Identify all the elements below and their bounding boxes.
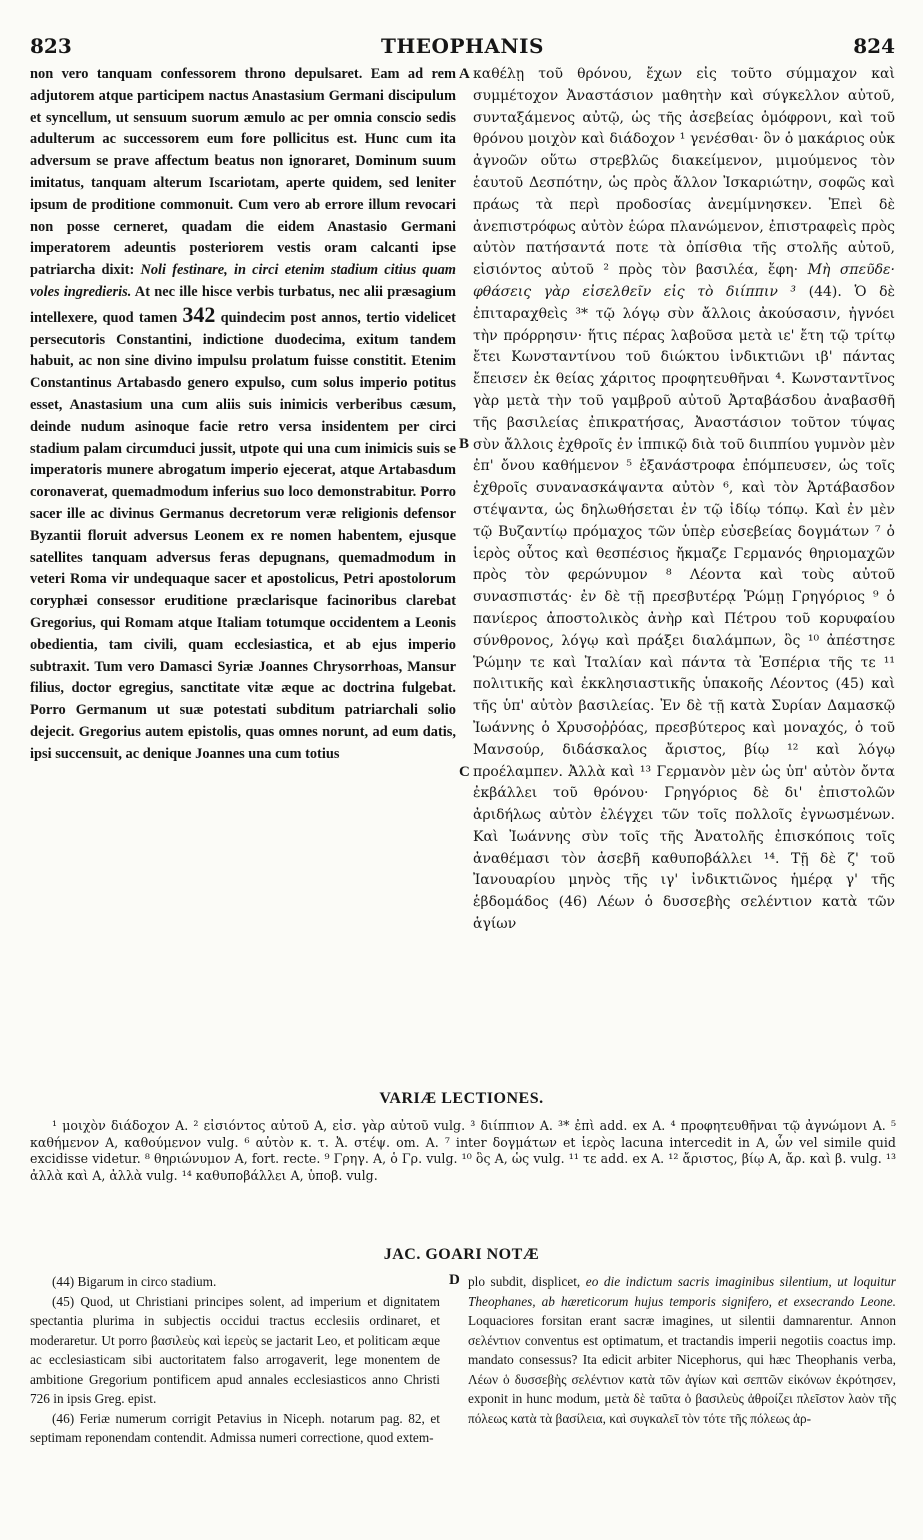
notae-heading: JAC. GOARI NOTÆ — [383, 1246, 540, 1263]
note-right-quote: eo die indictum sacris imaginibus silentium, ut loquitur Theophanes, ab hæreticorum hujus temporis signifero, et exsecrando Leone. — [468, 1274, 896, 1309]
page-marker: 342 — [182, 301, 216, 327]
variae-heading: VARIÆ LECTIONES. — [379, 1090, 544, 1107]
latin-text-3: quindecim post annos, tertio videlicet persecutoris Constantini, indictione duodecima, exitum tandem habuit, ac non sine divino impulsu prolatum fuisse constitit. Etenim Constantinus Artabasdo genero expulso, cum solus imperio potitus esset, Anastasium una cum aliis suis inimicis verberibus cæsum, deinde nudum asinoque facie retro versa insidentem per circi stadium palam circumduci jussit, utpote qui una cum inimicis suis se imperatoris munere abrogatum imperio ejecerat, atque Artabasdum coronaverat, quemadmodum inferius suo loco demonstrabitur. Porro sacer ille ac divinus Germanus decretorum veræ religionis defensor Byzantii floruit adversus Leonem ex re nomen habentem, ejusque satellites tanquam adversus feras depugnans, quemadmodum in veteri Roma vir undequaque sacer et apostolicus, Petri apostolorum coryphæi consessor eruditione præclarisque facinoribus clarebat Gregorius, qui Romam atque Italiam totumque occidentem a Leonis obedientia, tam civili, quam ecclesiastica, et ab ejus imperio subtraxit. Tum vero Damasci Syriæ Joannes Chrysorrhoas, Mansur filius, doctor egregius, sanctitate vitæ æque ac doctrina fulgebat. Porro Germanum ut suæ potestati subditum patriarchali solio dejecit. Gregorius autem epistolis, quas omnes norunt, ad eum datis, ipsi succensuit, ac denique Joannes una cum totius — [30, 309, 456, 762]
greek-paragraph — [473, 64, 895, 936]
notes-left-column — [30, 1272, 440, 1522]
note-46: (46) Feriæ numerum corrigit Petavius in Niceph. notarum pag. 82, et septimam reponendam contendit. Admissa numeri correctione, quod extem- — [30, 1410, 440, 1445]
note-right-text-2: Loquaciores forsitan erant sacræ imagines, ut silentii damnarentur. Annon σελέντιον conventus est optimatum, et tractandis imperii negotiis coactus imp. mandato consessus? Ita edicit arbiter Nicephorus, qui hæc Theophanis verba, Λέων ὁ δυσσεβὴς σελέντιον κατὰ τῶν ἁγίων καὶ σεπτῶν εἰκόνων ἐκρότησεν, exponit in hunc modum, μετὰ δὲ ταῦτα ὁ βασιλεὺς ἀθροίζει πλεῖστον λαὸν τῆς πόλεως κατὰ τὰ βασίλεια, καὶ συγκαλεῖ τὸν τότε τῆς πόλεως ἀρ- — [468, 1313, 896, 1426]
greek-quote: Μὴ σπεῦδε· φθάσεις γὰρ εἰσελθεῖν εἰς τὸ διίππιν ³ — [473, 262, 895, 300]
margin-letter-d: D — [449, 1272, 460, 1288]
greek-column — [473, 64, 895, 1080]
latin-paragraph — [30, 64, 456, 766]
latin-text-2: At nec ille hisce verbis turbatus, nec alii præsagium intellexere, quod tamen — [30, 283, 456, 326]
latin-quote: Noli festinare, in circi etenim stadium citius quam voles ingredieris. — [30, 262, 456, 300]
variae-text: ¹ μοιχὸν διάδοχον A. ² εἰσιόντος αὐτοῦ A, εἰσ. γὰρ αὐτοῦ vulg. ³ διίππιον A. ³* ἐπὶ add. ex A. ⁴ προφητευθῆναι τῷ ἀγνώμονι A. ⁵ καθήμενον A, καθούμενον vulg. ⁶ αὐτὸν κ. τ. Ἀ. στέψ. om. A. ⁷ inter δογμάτων et ἱερὸς lacuna intercedit in A, ὧν vel simile quid excidisse videtur. ⁸ θηριώνυμον A, fort. recte. ⁹ Γρηγ. A, ὁ Γρ. vulg. ¹⁰ ὃς A, ὡς vulg. ¹¹ τε add. ex A. ¹² ἄριστος, βίῳ A, ἄρ. καὶ β. vulg. ¹³ ἀλλὰ καὶ A, ἀλλὰ vulg. ¹⁴ καθυποβάλλει A, ὑποβ. vulg. — [30, 1118, 896, 1183]
margin-letter-b: B — [459, 436, 470, 452]
latin-text-1: non vero tanquam confessorem throno depulsaret. Eam ad rem adjutorem atque participem nactus Anastasium Germani discipulum et syncellum, ut sensuum suorum æmulo ac per omnia conscio sedis adulterum ac successorem eum fore pollicitus est. Hunc cum ita adversum se prave affectum beatus non ignoraret, Dominum suum imitatus, tanquam alterum Iscariotam, aperte quidem, sed leniter ipsum de proditione commonuit. Cum vero ab errore illum revocari non posse cerneret, quadam die eidem Anastasio Germani imperatorem adeuntis posteriorem vestis oram calcanti ipse patriarcha dixit: — [30, 66, 456, 279]
note-45: (45) Quod, ut Christiani principes solent, ad imperium et dignitatem spectantia plurima in subjectis occidui tractus ecclesiis ordinaret, et moderaretur. Ut porro βασιλεὺς καὶ ἱερεὺς se jactarit Leo, et politicam æque ac ecclesiasticam sibi auctoritatem falso arrogaverit, lege monentem de ambitione Gregorium pontificem apud annales ecclesiasticos anno Christi 726 in ipsis Greg. epist. — [30, 1293, 440, 1406]
margin-letter-c: C — [459, 764, 470, 780]
running-title: THEOPHANIS — [381, 34, 544, 58]
latin-column — [30, 64, 456, 1080]
greek-text-1: καθέλῃ τοῦ θρόνου, ἔχων εἰς τοῦτο σύμμαχον καὶ συμμέτοχον Ἀναστάσιον μαθητὴν καὶ σύγκελλον αὐτοῦ, συνταξάμενος αὐτῷ, ὡς τῆς ἀσεβείας ὁμόφρονι, καὶ τοῦ θρόνου μοιχὸν καὶ διάδοχον ¹ γενέσθαι· ὃν ὁ μακάριος οὐκ ἀγνοῶν οὕτω στρεβλῶς διακείμενον, μιμούμενος τὸν ἑαυτοῦ Δεσπότην, ὡς πρὸς ἄλλον Ἰσκαριώτην, σοφῶς καὶ πράως τὰ περὶ προδοσίας ἀνεμίμνησκεν. Ἐπεὶ δὲ ἀνεπιστρόφως αὐτὸν ἑώρα πλανώμενον, ἐπιστραφεὶς πρὸς αὐτὸν πατήσαντά ποτε τὰ ὀπίσθια τῆς στολῆς αὐτοῦ, εἰσιόντος αὐτοῦ ² πρὸς τὸν βασιλέα, ἔφη· — [473, 66, 895, 279]
page-number-left: 823 — [30, 34, 72, 58]
margin-letter-a: A — [459, 66, 470, 82]
running-header — [30, 34, 895, 60]
note-46-continued — [468, 1272, 896, 1428]
greek-text-2: (44). Ὁ δὲ ἐπιταραχθεὶς ³* τῷ λόγῳ σὺν ἄλλοις ἀκούσασιν, ἠγνόει τὴν πρόρρησιν· ἥτις πέρας λαβοῦσα μετὰ ιε' ἔτη τῷ τρίτῳ ἔτει Κωνσταντίνου τοῦ διώκτου ἰνδικτιῶνι ιβ' πάντας ἔπεισεν ἐκ θείας χάριτος προφητευθῆναι ⁴. Κωνσταντῖνος γὰρ μετὰ τὴν τοῦ γαμβροῦ αὐτοῦ Ἀρταβάσδου ἀναβασθῆ τῆς βασιλείας ἐπικρατήσας, Ἀναστάσιον τοῦτον τύψας σὺν ἄλλοις ἐχθροῖς ἐν ἱππικῷ διὰ τοῦ διιππίου γυμνὸν μὲν ἐπ' ὄνου καθήμενον ⁵ ἐξανάστροφα ἐπόμπευσεν, ὡς τοῖς ἐχθροῖς συνανασκάψαντα αὐτὸν ⁶, καὶ τὸν Ἀρτάβασδον στέψαντα, ὡς δηλωθήσεται ἐν τῷ ἰδίῳ τόπῳ. Καὶ ἐν μὲν τῷ Βυζαντίῳ πρόμαχος τῶν ὑπὲρ εὐσεβείας δογμάτων ⁷ ὁ ἱερὸς οὗτος καὶ θεσπέσιος ἤκμαζε Γερμανός θηριομαχῶν πρὸς τὸν φερώνυμον ⁸ Λέοντα καὶ τοὺς αὐτοῦ συνασπιστάς· ἐν δὲ τῇ πρεσβυτέρᾳ Ῥώμῃ Γρηγόριος ⁹ ὁ πανίερος ἀποστολικὸς ἀνὴρ καὶ Πέτρου τοῦ κορυφαίου σύνθρονος, λόγῳ καὶ πράξει διαλάμπων, ὃς ¹⁰ ἀπέστησε Ῥώμην τε καὶ Ἰταλίαν καὶ πάντα τὰ Ἑσπέρια τῆς τε ¹¹ πολιτικῆς καὶ ἐκκλησιαστικῆς ὑπακοῆς Λέοντος (45) καὶ τῆς ὑπ' αὐτὸν βασιλείας. Ἐν δὲ τῇ κατὰ Συρίαν Δαμασκῷ Ἰωάννης ὁ Χρυσοῤῥόας, πρεσβύτερος καὶ μοναχός, ὁ τοῦ Μανσούρ, διδάσκαλος ἄριστος, βίῳ ¹² καὶ λόγῳ προέλαμπεν. Ἀλλὰ καὶ ¹³ Γερμανὸν μὲν ὡς ὑπ' αὐτὸν ὄντα ἐκβάλλει τοῦ θρόνου· Γρηγόριος δὲ δι' ἐπιστολῶν ἀριδήλως αὐτὸν ἐλέγχει τῶν τοῖς πολλοῖς ἐγνωσμένων. Καὶ Ἰωάννης σὺν τοῖς τῆς Ἀνατολῆς ἐπισκόποις τοῖς ἀναθέμασι τὸν ἀσεβῆ καθυποβάλλει ¹⁴. Τῇ δὲ ζ' τοῦ Ἰανουαρίου μηνὸς τῆς ιγ' ἰνδικτιῶνος ἡμέρᾳ γ' τῆς ἑβδομάδος (46) Λέων ὁ δυσσεβὴς σελέντιον κατὰ τῶν ἁγίων — [473, 283, 895, 933]
notes-right-column — [468, 1272, 896, 1522]
note-44: (44) Bigarum in circo stadium. — [52, 1274, 217, 1289]
note-right-text-1: plo subdit, displicet, — [468, 1274, 581, 1289]
page-number-right: 824 — [853, 34, 895, 58]
variae-lectiones — [30, 1118, 896, 1234]
